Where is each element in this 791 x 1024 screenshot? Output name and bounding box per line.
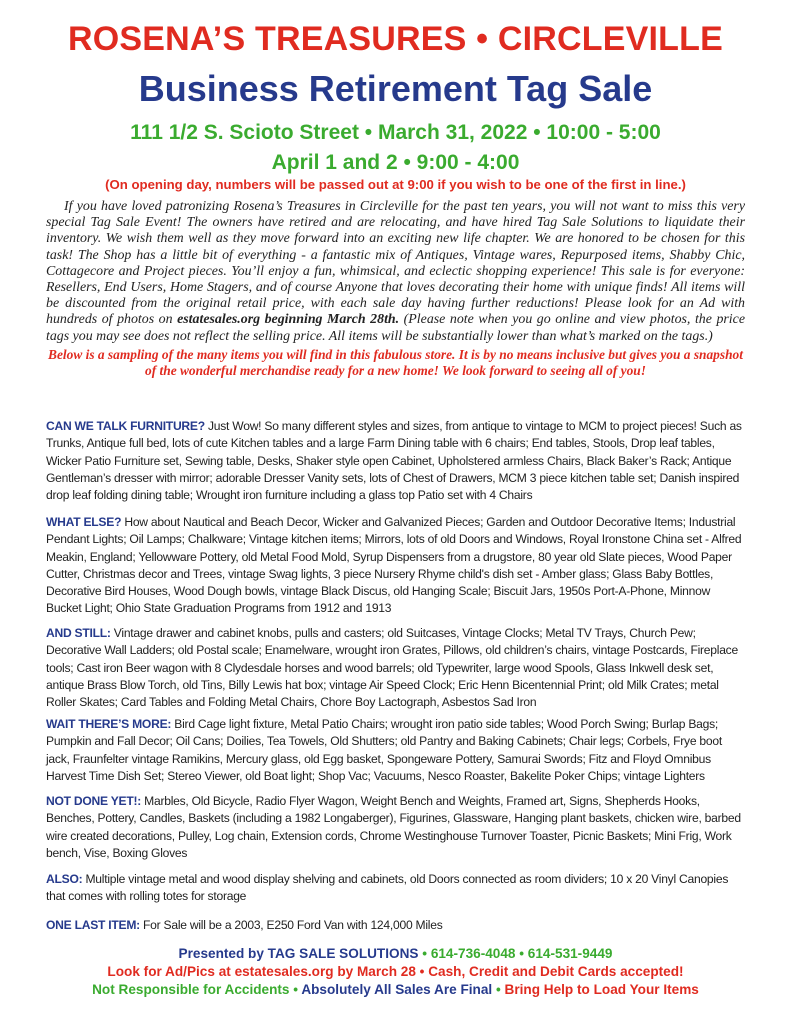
help-notice: Bring Help to Load Your Items [504,982,699,997]
intro-paragraph [46,199,745,345]
section-what-else [46,514,747,618]
sampling-notice: Below is a sampling of the many items you will find in this fabulous store. It is by no means inclusive but gives you a snapshot of the wonderful merchandise ready for a new home! We look forward to seeing all of you! [48,347,743,378]
section-heading: CAN WE TALK FURNITURE? [46,419,205,433]
section-heading: AND STILL: [46,626,111,640]
section-heading: WHAT ELSE? [46,515,122,529]
section-furniture [46,418,747,504]
separator: • [492,982,505,997]
section-heading: WAIT THERE’S MORE: [46,717,172,731]
intro-website-bold: estatesales.org beginning March 28th. [177,312,400,328]
section-and-still [46,625,747,711]
section-body: For Sale will be a 2003, E250 Ford Van with 124,000 Miles [139,918,443,932]
phone-number-1: 614-736-4048 [430,946,516,961]
accidents-notice: Not Responsible for Accidents [92,982,290,997]
final-sale-notice: Absolutely All Sales Are Final [301,982,493,997]
ad-notice: Look for Ad/Pics at estatesales.org by March 28 [107,964,416,979]
section-not-done-yet [46,793,747,862]
presented-by: Presented by TAG SALE SOLUTIONS [178,946,419,961]
phone-number-2: 614-531-9449 [527,946,613,961]
section-heading: ALSO: [46,872,83,886]
section-heading: ONE LAST ITEM: [46,918,140,932]
intro-text-a: If you have loved patronizing Rosena’s Treasures in Circleville for the past ten years, you will not want to miss this very special Tag Sale Event! The owners have retired and are relocating, and have hired Tag Sale Solutions to liquidate their inventory. We wish them well as they move forward into an exciting new life chapter. We are honored to be chosen for this task! The Shop has a little bit of everything - a fantastic mix of Antiques, Vintage wares, Repurposed items, Shabby Chic, Cottagecore and Project pieces. You’ll enjoy a fun, whimsical, and eclectic shopping experience! This sale is for everyone: Resellers, End Users, Home Stagers, and of course Anyone that loves decorating their home with unique finds! All items will be discounted from the original retail price, with each sale day having further reductions! Please look for an Ad with hundreds of photos on [46,199,745,328]
sale-subtitle: Business Retirement Tag Sale [138,68,653,109]
address-date-line: 111 1/2 S. Scioto Street • March 31, 2022 • 10:00 - 5:00 [130,121,661,144]
separator: • [515,946,528,961]
separator: • [289,982,302,997]
section-one-last-item [46,917,747,934]
section-body: Marbles, Old Bicycle, Radio Flyer Wagon, Weight Bench and Weights, Framed art, Signs, Shepherds Hooks, Benches, Pottery, Candles, Baskets (including a 1982 Longaberger), Figurines, Glassware, Hanging plant baskets, chicken wire, barbed wire created decorations, Pulley, Log chain, Extension cords, Chrome Westinghouse Turnover Toaster, Picnic Baskets; Mini Frig, Work bench, Vise, Boxing Gloves [46,794,741,860]
payment-notice: Cash, Credit and Debit Cards accepted! [428,964,684,979]
section-body: Multiple vintage metal and wood display shelving and cabinets, old Doors connected as room dividers; 10 x 20 Vinyl Canopies that comes with rolling totes for storage [46,872,729,904]
footer-policy-line [0,982,791,997]
section-also [46,871,747,906]
intro-text-b: (Please note when you go online and view photos, the price tags you may see does not reflect the selling price. All items will be substantially lower than what’s marked on the tags.) [46,312,745,344]
store-title: ROSENA’S TREASURES • CIRCLEVILLE [68,20,723,58]
section-body: Vintage drawer and cabinet knobs, pulls and casters; old Suitcases, Vintage Clocks; Metal TV Trays, Church Pew; Decorative Wall Ladders; old Postal scale; Enamelware, wrought iron Grates, Pillows, old children’s chairs, vintage Postcards, Fireplace tools; Cast iron Beer wagon with 8 Clydesdale horses and wood barrels; old Typewriter, large wood Spools, Glass Inkwell desk set, antique Brass Blow Torch, old Tins, Billy Lewis hat box; vintage Air Speed Clock; Eric Henn Bicentennial Print; old Milk Crates; metal Roller Skates; Card Tables and Folding Metal Chairs, Chore Boy Lactograph, Asbestos Sad Iron [46,626,738,710]
section-heading: NOT DONE YET!: [46,794,142,808]
section-wait-theres-more [46,716,747,785]
footer-presented-line [0,946,791,961]
additional-dates-line: April 1 and 2 • 9:00 - 4:00 [271,151,520,174]
section-body: How about Nautical and Beach Decor, Wicker and Galvanized Pieces; Garden and Outdoor Decorative Items; Industrial Pendant Lights; Oil Lamps; Chalkware; Vintage kitchen items; Mirrors, lots of old Doors and Windows, Royal Ironstone China set - Alfred Meakin, England; Yellowware Pottery, old Metal Food Mold, Syrup Dispensers from a drugstore, 80 year old Slate pieces, Wood Paper Cutter, Christmas decor and Trees, vintage Swag lights, 3 piece Nursery Rhyme child's dish set - Amber glass; Glass Baby Bottles, Decorative Bird Houses, Wood Dough bowls, vintage Black Discus, old Hanging Scale; Biscuit Jars, 1950s Port-A-Phone, Minnow Bucket Light; Ohio State Graduation Programs from 1912 and 1913 [46,515,742,616]
separator: • [418,946,431,961]
opening-day-note: (On opening day, numbers will be passed out at 9:00 if you wish to be one of the first in line.) [105,177,686,192]
section-body: Just Wow! So many different styles and sizes, from antique to vintage to MCM to project pieces! Such as Trunks, Antique full bed, lots of cute Kitchen tables and a large Farm Dining table with 6 chairs; End tables, Stools, Drop leaf tables, Wicker Patio Furniture set, Sewing table, Desks, Shaker style open Cabinet, Upholstered armless Chairs, Black Baker’s Rack; Antique Gentleman’s dresser with mirror; adorable Dresser Vanity sets, lots of Chest of Drawers, MCM 3 piece kitchen table set; Danish inspired drop leaf folding dining table; Wrought iron furniture including a glass top Patio set with 4 Chairs [46,419,742,503]
footer-ad-line [0,964,791,979]
separator: • [415,964,429,979]
section-body: Bird Cage light fixture, Metal Patio Chairs; wrought iron patio side tables; Wood Porch Swing; Burlap Bags; Pumpkin and Fall Decor; Oil Cans; Doilies, Tea Towels, Old Shutters; old Pantry and Baking Cabinets; Chair legs; Corbels, Frye boot jack, Fraunfelter vintage Ramikins, Mercury glass, old Egg basket, Spongeware Pottery, Samurai Swords; Fitz and Floyd Omnibus Harvest Time Dish Set; Stereo Viewer, old Boat light; Shop Vac; Vacuums, Nesco Roaster, Bakelite Poker Chips; vintage Lighters [46,717,722,783]
